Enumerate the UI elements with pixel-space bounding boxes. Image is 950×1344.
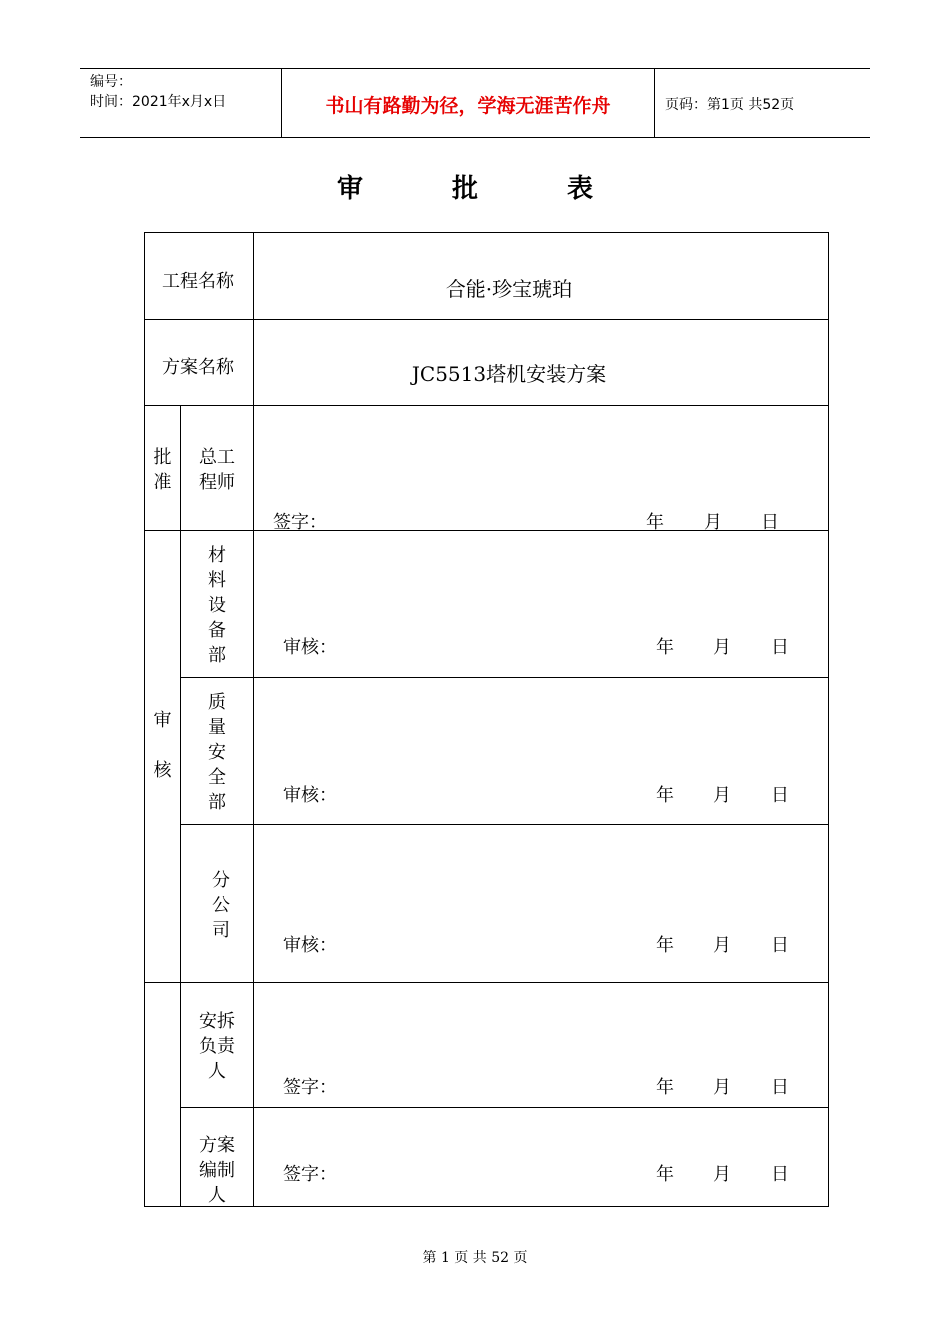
project-name-value: 合能·珍宝琥珀 bbox=[445, 277, 573, 301]
row-divider bbox=[180, 677, 829, 678]
quality-dept-label: 质 量 安 全 部 bbox=[208, 692, 226, 813]
row-divider bbox=[180, 1107, 829, 1108]
chief-year: 年 bbox=[646, 512, 664, 533]
project-name-label: 工程名称 bbox=[162, 271, 234, 292]
quality-review-label: 审核： bbox=[283, 785, 337, 806]
row-divider bbox=[145, 530, 829, 531]
branch-label: 分 公 司 bbox=[212, 870, 230, 941]
author-day: 日 bbox=[771, 1164, 789, 1185]
document-header bbox=[80, 68, 870, 138]
materials-year: 年 bbox=[656, 637, 674, 658]
author-month: 月 bbox=[713, 1164, 731, 1185]
page-title: 审 批 表 bbox=[336, 174, 634, 204]
plan-author-label: 方案 编制 人 bbox=[199, 1135, 235, 1206]
author-sign-label: 签字： bbox=[283, 1164, 337, 1185]
branch-year: 年 bbox=[656, 935, 674, 956]
installer-sign-label: 签字： bbox=[283, 1077, 337, 1098]
materials-day: 日 bbox=[771, 637, 789, 658]
installer-month: 月 bbox=[713, 1077, 731, 1098]
row-divider bbox=[180, 824, 829, 825]
header-page-cell bbox=[655, 69, 870, 137]
quality-day: 日 bbox=[771, 785, 789, 806]
branch-month: 月 bbox=[713, 935, 731, 956]
branch-review-label: 审核： bbox=[283, 935, 337, 956]
header-meta-cell bbox=[80, 69, 282, 137]
motto-text: 书山有路勤为径，学海无涯苦作舟 bbox=[325, 95, 611, 117]
row-divider bbox=[145, 982, 829, 983]
header-motto-cell bbox=[282, 69, 655, 137]
chief-day: 日 bbox=[761, 512, 779, 533]
plan-name-value: JC5513塔机安装方案 bbox=[411, 362, 607, 386]
approve-group-label: 批 准 bbox=[153, 447, 172, 493]
row-divider bbox=[145, 405, 829, 406]
chief-month: 月 bbox=[704, 512, 722, 533]
chief-sign-label: 签字： bbox=[273, 512, 327, 533]
plan-name-label: 方案名称 bbox=[162, 357, 234, 378]
review-group-label: 审 核 bbox=[153, 710, 172, 781]
quality-year: 年 bbox=[656, 785, 674, 806]
materials-month: 月 bbox=[713, 637, 731, 658]
author-year: 年 bbox=[656, 1164, 674, 1185]
number-label: 编号： bbox=[90, 74, 132, 90]
time-label: 时间：2021年x月x日 bbox=[90, 94, 227, 110]
materials-dept-label: 材 料 设 备 部 bbox=[208, 545, 226, 666]
page-footer: 第 1 页 共 52 页 bbox=[422, 1250, 528, 1266]
approval-table bbox=[144, 232, 829, 1207]
quality-month: 月 bbox=[713, 785, 731, 806]
installer-year: 年 bbox=[656, 1077, 674, 1098]
row-divider bbox=[145, 319, 829, 320]
installer-day: 日 bbox=[771, 1077, 789, 1098]
materials-review-label: 审核： bbox=[283, 637, 337, 658]
installer-label: 安拆 负责 人 bbox=[199, 1011, 235, 1082]
branch-day: 日 bbox=[771, 935, 789, 956]
page-info: 页码：第1页 共52页 bbox=[665, 97, 795, 113]
chief-engineer-label: 总工 程师 bbox=[199, 447, 235, 493]
